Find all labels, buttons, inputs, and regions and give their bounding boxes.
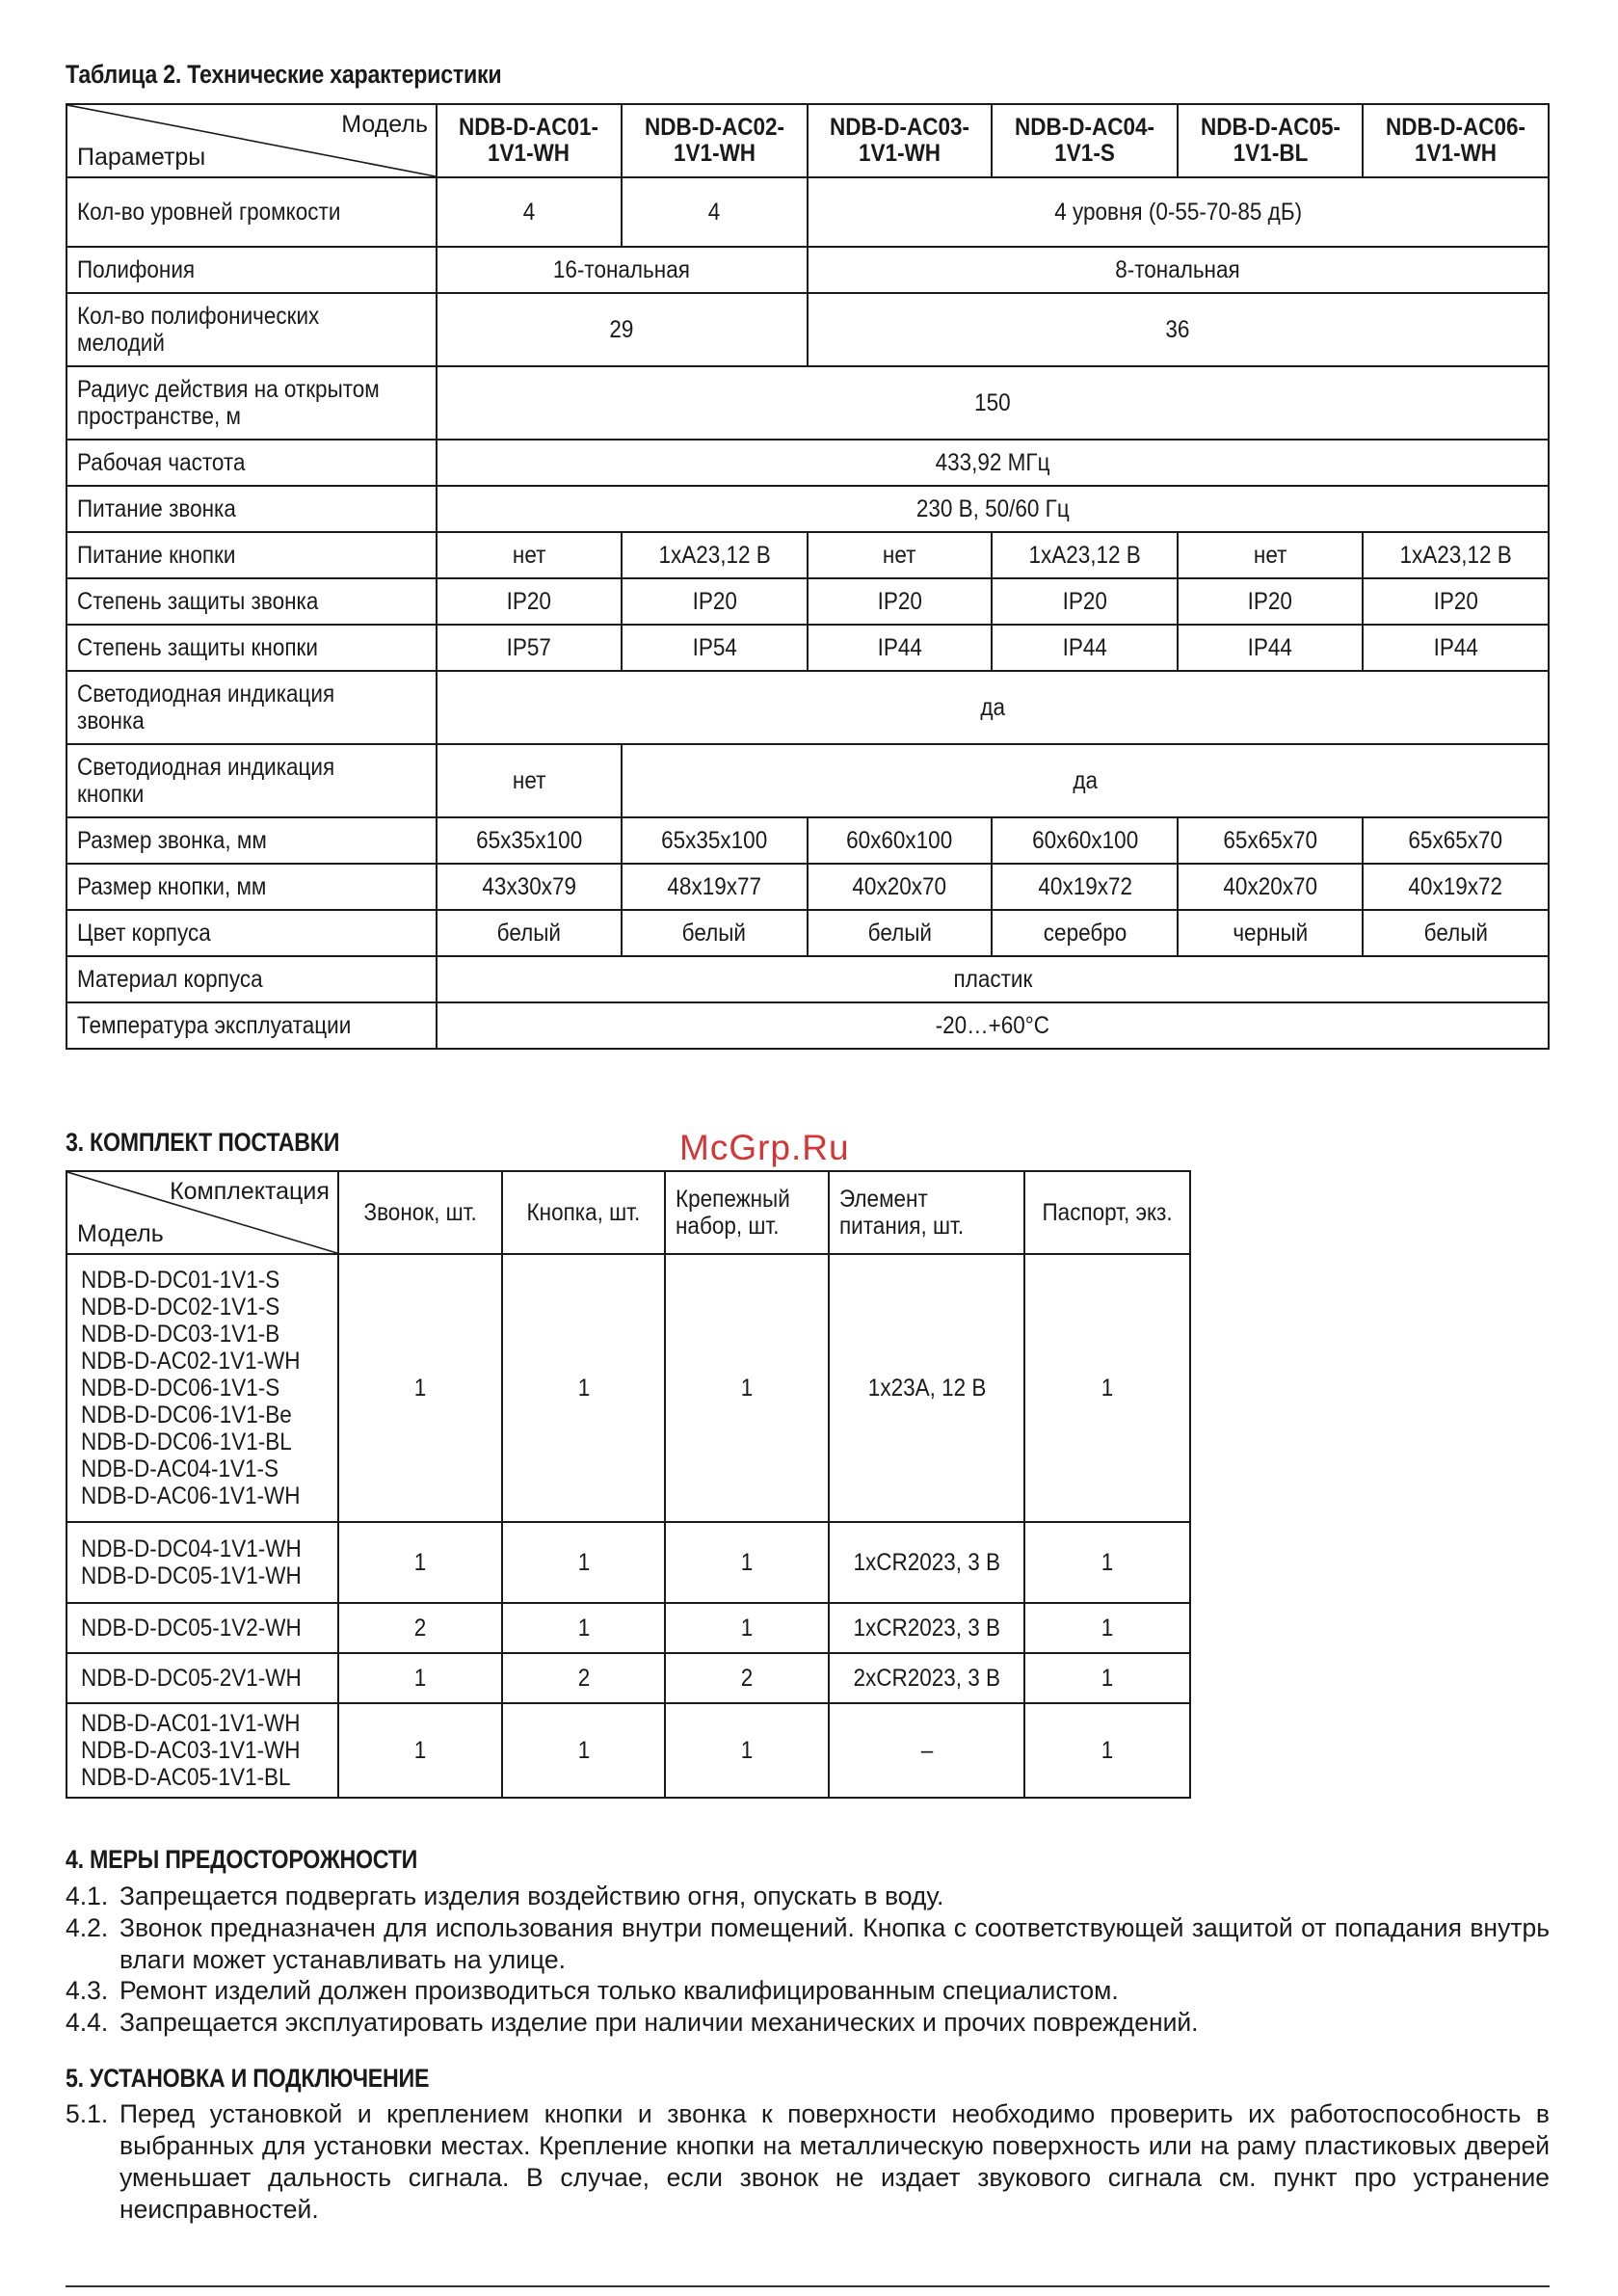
value-text: IP20: [506, 588, 552, 615]
value-text: да: [980, 694, 1005, 721]
corner-cell: [66, 104, 437, 177]
corner-cell: [66, 1171, 338, 1254]
value-text: нет: [883, 542, 916, 569]
model-header: [437, 104, 622, 177]
kit-value-cell: [829, 1653, 1024, 1703]
kit-row: [66, 1254, 1190, 1522]
model-line: NDB-D-AC02-: [644, 114, 784, 141]
item-text: Запрещается подвергать изделия воздействию огня, опускать в воду.: [119, 1882, 944, 1910]
param-label: Материал корпуса: [77, 966, 263, 993]
value-text: пластик: [953, 966, 1032, 993]
corner-label-model: Модель: [77, 1220, 164, 1247]
value-cell: [622, 532, 808, 578]
header-line: Элемент: [839, 1186, 929, 1213]
value-cell: [622, 910, 808, 956]
value-text: нет: [1253, 542, 1287, 569]
value-cell: [437, 864, 622, 910]
value-cell: [1363, 910, 1549, 956]
value-text: 48x19x77: [667, 873, 762, 900]
item-text: Ремонт изделий должен производиться только квалифицированным специалистом.: [119, 1976, 1119, 2005]
kit-value: 1: [413, 1737, 427, 1764]
model-name: NDB-D-DC05-1V2-WH: [81, 1615, 302, 1642]
kit-value-cell: [665, 1603, 829, 1653]
spec-row: [66, 440, 1549, 486]
table2-title: Таблица 2. Технические характеристики: [66, 60, 502, 89]
model-header: [1363, 104, 1549, 177]
param-label: Радиус действия на открытом пространстве, м: [77, 376, 380, 430]
value-cell: [808, 625, 993, 671]
kit-value: 2: [413, 1615, 427, 1642]
value-cell: [808, 532, 993, 578]
param-label: Кол-во уровней громкости: [77, 199, 341, 226]
kit-value: 1: [1101, 1615, 1114, 1642]
param-label: Питание кнопки: [77, 542, 236, 569]
param-cell: [66, 864, 437, 910]
value-text: 1хА23,12 В: [1399, 542, 1512, 569]
param-label: Размер кнопки, мм: [77, 873, 267, 900]
value-text: IP44: [1062, 634, 1108, 661]
value-text: IP44: [877, 634, 922, 661]
model-list-cell: [66, 1522, 338, 1603]
item-number: 5.1.: [66, 2099, 109, 2128]
value-text: 1хА23,12 В: [1028, 542, 1142, 569]
model-name: NDB-D-DC06-1V1-Be: [81, 1402, 292, 1428]
param-label: Светодиодная индикация звонка: [77, 681, 335, 734]
value-cell: [808, 578, 993, 625]
model-line: 1V1-WH: [1415, 140, 1498, 167]
kit-value-cell: [338, 1522, 502, 1603]
model-list-cell: [66, 1703, 338, 1798]
value-cell: [437, 817, 622, 864]
value-cell: [1363, 532, 1549, 578]
value-cell: [1363, 817, 1549, 864]
kit-value: 1: [577, 1615, 590, 1642]
model-line: 1V1-BL: [1233, 140, 1308, 167]
value-cell: [992, 532, 1178, 578]
column-header: [665, 1171, 829, 1254]
item-text: Звонок предназначен для использования внутри помещений. Кнопка с соответствующей защитой от попадания внутрь влаги может устанавливать на улице.: [119, 1913, 1550, 1974]
column-header: [502, 1171, 666, 1254]
column-header: [829, 1171, 1024, 1254]
value-text: IP44: [1433, 634, 1478, 661]
kit-value: 2xCR2023, 3 В: [853, 1665, 1000, 1692]
section5-title: 5. УСТАНОВКА И ПОДКЛЮЧЕНИЕ: [66, 2064, 430, 2093]
model-name: NDB-D-AC04-1V1-S: [81, 1455, 279, 1482]
kit-value: 1: [413, 1375, 427, 1402]
value-text: 230 В, 50/60 Гц: [915, 495, 1070, 522]
model-line: NDB-D-AC06-: [1386, 114, 1526, 141]
param-label: Светодиодная индикация кнопки: [77, 754, 335, 808]
kit-value: 1: [577, 1375, 590, 1402]
value-cell: [437, 440, 1549, 486]
spec-row: [66, 956, 1549, 1002]
value-text: 4: [707, 199, 721, 226]
kit-value-cell: [1024, 1603, 1190, 1653]
list-item: [66, 1912, 1550, 1976]
param-cell: [66, 1002, 437, 1049]
model-name: NDB-D-AC03-1V1-WH: [81, 1737, 301, 1764]
technical-specs-table: [66, 103, 1550, 1050]
model-header: [622, 104, 808, 177]
value-text: белый: [496, 920, 562, 947]
value-text: 29: [609, 316, 634, 343]
header-line: Крепежный: [676, 1186, 791, 1213]
spec-row: [66, 1002, 1549, 1049]
value-cell: [622, 864, 808, 910]
value-cell: [808, 864, 993, 910]
model-line: NDB-D-AC01-: [459, 114, 599, 141]
value-cell: [1363, 625, 1549, 671]
param-cell: [66, 956, 437, 1002]
param-cell: [66, 440, 437, 486]
spec-row: [66, 671, 1549, 744]
kit-value: 2: [577, 1665, 590, 1692]
corner-label-kit: Комплектация: [170, 1178, 330, 1205]
param-cell: [66, 671, 437, 744]
param-label: Степень защиты звонка: [77, 588, 319, 615]
param-cell: [66, 744, 437, 817]
kit-row: [66, 1603, 1190, 1653]
value-text: IP20: [1062, 588, 1108, 615]
kit-value: 1: [741, 1737, 754, 1764]
corner-label-model: Модель: [341, 111, 428, 138]
model-name: NDB-D-AC05-1V1-BL: [81, 1764, 291, 1791]
value-cell: [437, 247, 808, 293]
header-row: [66, 1171, 1190, 1254]
kit-value: 1: [1101, 1549, 1114, 1576]
value-cell: [622, 817, 808, 864]
delivery-set-table: [66, 1170, 1191, 1799]
param-cell: [66, 293, 437, 366]
value-cell: [808, 177, 1549, 247]
model-header: [1178, 104, 1363, 177]
item-text: Запрещается эксплуатировать изделие при наличии механических и прочих повреждений.: [119, 2008, 1199, 2037]
param-cell: [66, 625, 437, 671]
kit-value-cell: [502, 1703, 666, 1798]
kit-value-cell: [829, 1522, 1024, 1603]
kit-row: [66, 1522, 1190, 1603]
spec-row: [66, 744, 1549, 817]
column-header: [338, 1171, 502, 1254]
kit-value-cell: [829, 1703, 1024, 1798]
model-name: NDB-D-AC02-1V1-WH: [81, 1348, 301, 1375]
value-text: нет: [512, 542, 546, 569]
value-cell: [437, 910, 622, 956]
param-cell: [66, 366, 437, 440]
kit-value: 1: [1101, 1375, 1114, 1402]
model-line: 1V1-WH: [673, 140, 756, 167]
model-line: NDB-D-AC04-: [1015, 114, 1155, 141]
model-name: NDB-D-AC01-1V1-WH: [81, 1710, 301, 1737]
header-line: питания, шт.: [839, 1213, 965, 1240]
model-name: NDB-D-DC06-1V1-BL: [81, 1428, 292, 1455]
header-line: Кнопка, шт.: [526, 1199, 641, 1226]
kit-value-cell: [502, 1522, 666, 1603]
value-text: 40x20x70: [1223, 873, 1317, 900]
param-cell: [66, 177, 437, 247]
param-label: Размер звонка, мм: [77, 827, 267, 854]
model-name: NDB-D-DC04-1V1-WH: [81, 1535, 302, 1562]
kit-value: 1: [577, 1549, 590, 1576]
value-text: да: [1073, 767, 1098, 794]
kit-value-cell: [338, 1703, 502, 1798]
model-list-cell: [66, 1254, 338, 1522]
spec-row: [66, 247, 1549, 293]
model-list-cell: [66, 1653, 338, 1703]
param-cell: [66, 247, 437, 293]
kit-value: 1: [1101, 1737, 1114, 1764]
kit-value-cell: [829, 1603, 1024, 1653]
param-label: Степень защиты кнопки: [77, 634, 318, 661]
value-cell: [437, 956, 1549, 1002]
value-text: 65x65x70: [1408, 827, 1503, 854]
param-label: Полифония: [77, 256, 196, 283]
value-cell: [1178, 817, 1363, 864]
spec-row: [66, 910, 1549, 956]
kit-value: 1: [413, 1549, 427, 1576]
param-cell: [66, 578, 437, 625]
value-cell: [808, 817, 993, 864]
kit-value-cell: [665, 1703, 829, 1798]
kit-value-cell: [1024, 1254, 1190, 1522]
value-text: 150: [974, 389, 1011, 416]
model-line: NDB-D-AC05-: [1200, 114, 1340, 141]
value-text: IP57: [506, 634, 552, 661]
spec-row: [66, 864, 1549, 910]
value-cell: [992, 864, 1178, 910]
model-line: 1V1-S: [1054, 140, 1116, 167]
list-item: [66, 1975, 1550, 2007]
value-cell: [1178, 625, 1363, 671]
kit-value-cell: [502, 1254, 666, 1522]
kit-value: 1: [741, 1615, 754, 1642]
kit-value-cell: [665, 1522, 829, 1603]
spec-row: [66, 177, 1549, 247]
value-cell: [1178, 532, 1363, 578]
value-text: белый: [1423, 920, 1488, 947]
kit-value-cell: [338, 1603, 502, 1653]
value-text: IP20: [1248, 588, 1293, 615]
value-text: 433,92 МГц: [935, 449, 1050, 476]
value-cell: [992, 625, 1178, 671]
kit-value-cell: [502, 1603, 666, 1653]
value-text: серебро: [1043, 920, 1127, 947]
value-text: IP20: [877, 588, 922, 615]
value-cell: [622, 744, 1549, 817]
item-number: 4.3.: [66, 1976, 109, 2005]
value-cell: [437, 486, 1549, 532]
model-header: [808, 104, 993, 177]
kit-value-cell: [1024, 1703, 1190, 1798]
model-name: NDB-D-AC06-1V1-WH: [81, 1482, 301, 1509]
value-cell: [437, 671, 1549, 744]
value-cell: [1363, 578, 1549, 625]
value-text: 16-тональная: [553, 256, 691, 283]
value-text: 4 уровня (0-55-70-85 дБ): [1053, 199, 1302, 226]
value-text: белый: [682, 920, 747, 947]
list-item: [66, 1881, 1550, 1912]
value-text: 40x19x72: [1408, 873, 1503, 900]
value-text: IP44: [1248, 634, 1293, 661]
value-text: 65x65x70: [1223, 827, 1317, 854]
corner-label-params: Параметры: [77, 144, 206, 171]
model-name: NDB-D-DC03-1V1-B: [81, 1321, 280, 1348]
value-text: 4: [522, 199, 536, 226]
param-label: Температура эксплуатации: [77, 1012, 352, 1039]
value-cell: [1363, 864, 1549, 910]
value-text: белый: [867, 920, 932, 947]
kit-value: 1xCR2023, 3 В: [853, 1615, 1000, 1642]
kit-value: 1: [413, 1665, 427, 1692]
header-line: Паспорт, экз.: [1042, 1199, 1173, 1226]
list-item: [66, 2007, 1550, 2039]
section3-title: 3. КОМПЛЕКТ ПОСТАВКИ: [66, 1128, 340, 1157]
model-name: NDB-D-DC01-1V1-S: [81, 1267, 280, 1294]
kit-value: 1: [577, 1737, 590, 1764]
spec-row: [66, 293, 1549, 366]
bottom-rule: [66, 2285, 1550, 2287]
value-text: черный: [1233, 920, 1309, 947]
kit-value-cell: [665, 1254, 829, 1522]
value-cell: [437, 532, 622, 578]
item-text: Перед установкой и креплением кнопки и звонка к поверхности необходимо проверить их работоспособность в выбранных для установки местах. Крепление кнопки на металлическую поверхность или на раму пластиковых дверей уменьшает дальность сигнала. В случае, если звонок не издает звукового сигнала см. пункт про устранение неисправностей.: [119, 2099, 1550, 2224]
param-cell: [66, 532, 437, 578]
value-text: 65x35x100: [661, 827, 768, 854]
param-label: Кол-во полифонических мелодий: [77, 303, 320, 357]
kit-value-cell: [1024, 1522, 1190, 1603]
value-cell: [622, 578, 808, 625]
value-cell: [992, 578, 1178, 625]
kit-value: 1: [1101, 1665, 1114, 1692]
value-cell: [437, 366, 1549, 440]
kit-value: 2: [741, 1665, 754, 1692]
value-text: -20…+60°С: [935, 1012, 1050, 1039]
value-text: 43x30x79: [482, 873, 576, 900]
value-text: 1хА23,12 В: [658, 542, 771, 569]
value-cell: [437, 578, 622, 625]
item-number: 4.1.: [66, 1882, 109, 1910]
value-cell: [1178, 910, 1363, 956]
kit-value: 1xCR2023, 3 В: [853, 1549, 1000, 1576]
value-cell: [1178, 578, 1363, 625]
kit-value-cell: [829, 1254, 1024, 1522]
model-name: NDB-D-DC02-1V1-S: [81, 1294, 280, 1321]
model-name: NDB-D-DC05-2V1-WH: [81, 1665, 302, 1692]
kit-value: 1: [741, 1549, 754, 1576]
spec-row: [66, 486, 1549, 532]
spec-row: [66, 578, 1549, 625]
value-text: 60x60x100: [1031, 827, 1138, 854]
value-cell: [437, 293, 808, 366]
value-text: 40x20x70: [852, 873, 947, 900]
value-cell: [992, 817, 1178, 864]
value-text: 36: [1165, 316, 1190, 343]
kit-value-cell: [665, 1653, 829, 1703]
value-cell: [808, 293, 1549, 366]
value-cell: [1178, 864, 1363, 910]
value-cell: [808, 247, 1549, 293]
item-number: 4.4.: [66, 2008, 109, 2037]
kit-value: 1: [741, 1375, 754, 1402]
value-text: 40x19x72: [1038, 873, 1132, 900]
value-text: 8-тональная: [1115, 256, 1241, 283]
item-number: 4.2.: [66, 1913, 109, 1942]
param-cell: [66, 486, 437, 532]
watermark: McGrp.Ru: [679, 1128, 850, 1167]
kit-value-cell: [1024, 1653, 1190, 1703]
spec-row: [66, 532, 1549, 578]
list-item: [66, 2098, 1550, 2226]
param-label: Цвет корпуса: [77, 920, 211, 947]
section4-title: 4. МЕРЫ ПРЕДОСТОРОЖНОСТИ: [66, 1845, 418, 1874]
value-cell: [437, 177, 622, 247]
kit-row: [66, 1653, 1190, 1703]
model-header: [992, 104, 1178, 177]
value-cell: [992, 910, 1178, 956]
header-line: Звонок, шт.: [363, 1199, 477, 1226]
value-cell: [808, 910, 993, 956]
param-label: Питание звонка: [77, 495, 236, 522]
spec-row: [66, 625, 1549, 671]
value-text: 60x60x100: [846, 827, 953, 854]
value-text: IP54: [692, 634, 737, 661]
value-text: 65x35x100: [475, 827, 582, 854]
model-list-cell: [66, 1603, 338, 1653]
model-line: NDB-D-AC03-: [830, 114, 970, 141]
param-cell: [66, 910, 437, 956]
spec-row: [66, 366, 1549, 440]
value-cell: [437, 1002, 1549, 1049]
kit-value-cell: [338, 1254, 502, 1522]
value-cell: [437, 625, 622, 671]
model-line: 1V1-WH: [859, 140, 942, 167]
kit-value-cell: [338, 1653, 502, 1703]
header-row: [66, 104, 1549, 177]
param-label: Рабочая частота: [77, 449, 246, 476]
value-cell: [622, 625, 808, 671]
kit-value: –: [920, 1737, 933, 1764]
model-line: 1V1-WH: [488, 140, 570, 167]
value-text: IP20: [1433, 588, 1478, 615]
value-text: IP20: [692, 588, 737, 615]
kit-value: 1x23A, 12 В: [867, 1375, 986, 1402]
kit-value-cell: [502, 1653, 666, 1703]
kit-row: [66, 1703, 1190, 1798]
value-text: нет: [512, 767, 546, 794]
param-cell: [66, 817, 437, 864]
value-cell: [437, 744, 622, 817]
header-line: набор, шт.: [676, 1213, 780, 1240]
model-name: NDB-D-DC06-1V1-S: [81, 1375, 280, 1402]
value-cell: [622, 177, 808, 247]
spec-row: [66, 817, 1549, 864]
model-name: NDB-D-DC05-1V1-WH: [81, 1562, 302, 1589]
column-header: [1024, 1171, 1190, 1254]
